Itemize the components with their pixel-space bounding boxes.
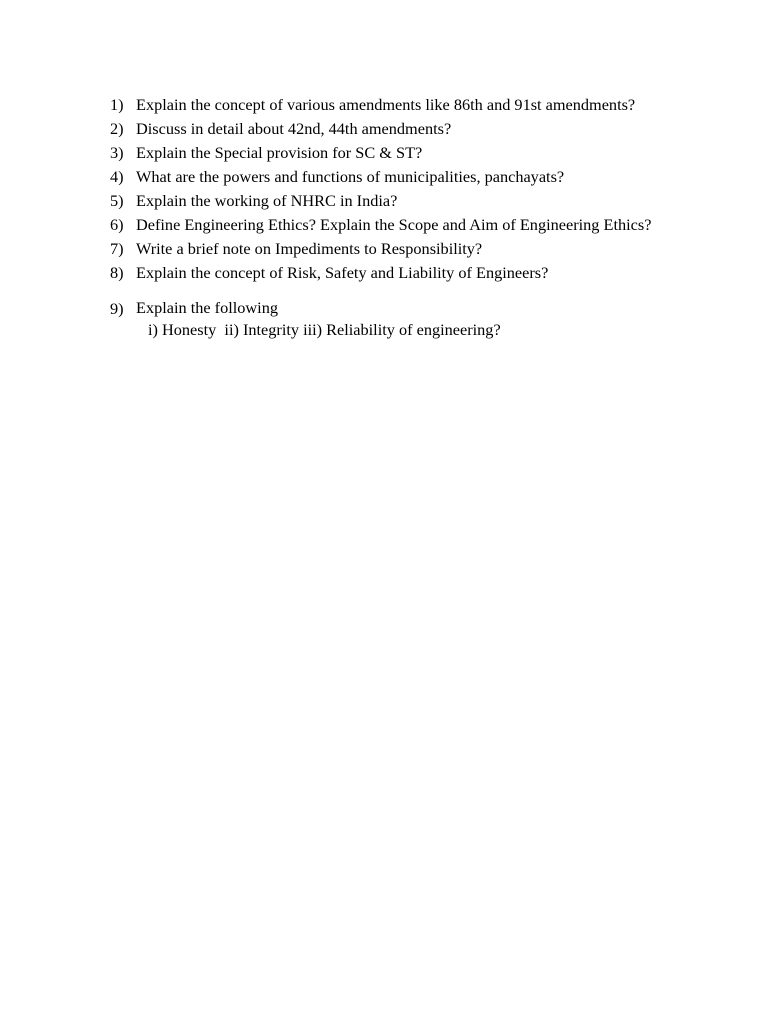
- question-number: 6): [110, 215, 124, 234]
- question-item-6: [110, 213, 730, 237]
- question-item-3: [110, 141, 730, 165]
- question-item-8: [110, 261, 730, 285]
- question-text: What are the powers and functions of municipalities, panchayats?: [136, 167, 565, 186]
- question-number: 5): [110, 191, 124, 210]
- question-text: Write a brief note on Impediments to Responsibility?: [136, 239, 483, 258]
- question-text: Explain the concept of Risk, Safety and Liability of Engineers?: [136, 263, 549, 282]
- question-text-group: [136, 297, 730, 341]
- question-item-4: [110, 165, 730, 189]
- question-number: 9): [110, 299, 124, 318]
- question-text: Explain the following: [136, 298, 278, 317]
- question-sub-parts: i) Honesty ii) Integrity iii) Reliability of engineering?: [148, 320, 501, 339]
- question-list: [110, 93, 730, 341]
- question-text: Explain the working of NHRC in India?: [136, 191, 398, 210]
- question-text: Define Engineering Ethics? Explain the Scope and Aim of Engineering Ethics?: [136, 215, 652, 234]
- question-item-5: [110, 189, 730, 213]
- question-text: Discuss in detail about 42nd, 44th amendments?: [136, 119, 452, 138]
- question-item-2: [110, 117, 730, 141]
- question-item-1: [110, 93, 730, 117]
- question-item-7: [110, 237, 730, 261]
- question-number: 3): [110, 143, 124, 162]
- question-number: 2): [110, 119, 124, 138]
- question-number: 4): [110, 167, 124, 186]
- question-text: Explain the Special provision for SC & ST?: [136, 143, 423, 162]
- question-item-9: [110, 297, 730, 341]
- question-number: 1): [110, 95, 124, 114]
- question-number: 7): [110, 239, 124, 258]
- question-number: 8): [110, 263, 124, 282]
- question-text: Explain the concept of various amendments like 86th and 91st amendments?: [136, 95, 636, 114]
